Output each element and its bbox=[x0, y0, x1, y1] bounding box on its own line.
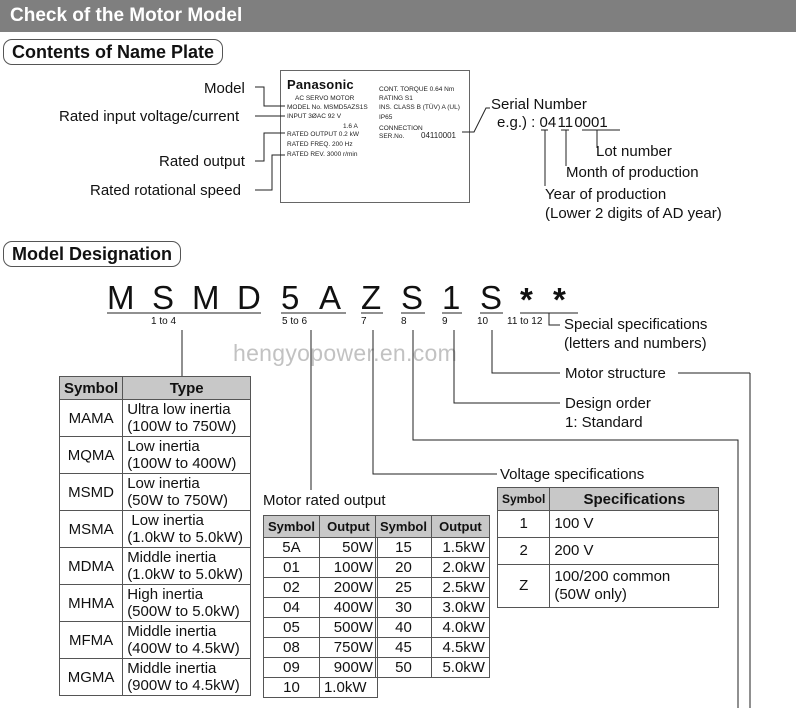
year-label: Year of production bbox=[545, 186, 667, 203]
plate-ip: IP65 bbox=[379, 114, 393, 121]
table-row bbox=[60, 474, 251, 511]
position-label-10: 10 bbox=[477, 316, 489, 327]
column-header-symbol: Symbol bbox=[376, 516, 432, 538]
column-header-symbol: Symbol bbox=[498, 488, 550, 511]
output-value: 1.5kW bbox=[431, 538, 489, 558]
output-table-left bbox=[263, 515, 378, 698]
section-heading-designation: Model Designation bbox=[3, 241, 181, 267]
output-value: 3.0kW bbox=[431, 598, 489, 618]
type-description: Ultra low inertia (100W to 750W) bbox=[123, 400, 251, 437]
label-rated-output: Rated output bbox=[159, 153, 245, 170]
output-symbol: 01 bbox=[264, 558, 320, 578]
voltage-spec-label: Voltage specifications bbox=[500, 466, 645, 483]
position-label-1-4: 1 to 4 bbox=[151, 316, 177, 327]
type-symbol: MFMA bbox=[60, 622, 123, 659]
output-value: 2.0kW bbox=[431, 558, 489, 578]
table-row bbox=[264, 658, 378, 678]
output-value: 500W bbox=[319, 618, 377, 638]
plate-torque: CONT. TORQUE 0.64 Nm bbox=[379, 86, 455, 93]
table-row bbox=[264, 678, 378, 698]
voltage-spec: 100 V bbox=[550, 511, 719, 538]
table-row bbox=[60, 622, 251, 659]
table-row bbox=[376, 618, 490, 638]
table-row bbox=[498, 538, 719, 565]
output-symbol: 45 bbox=[376, 638, 432, 658]
table-row bbox=[264, 538, 378, 558]
output-symbol: 02 bbox=[264, 578, 320, 598]
type-description: Low inertia (1.0kW to 5.0kW) bbox=[123, 511, 251, 548]
model-char-8: S bbox=[401, 279, 424, 316]
output-symbol: 5A bbox=[264, 538, 320, 558]
voltage-symbol: 2 bbox=[498, 538, 550, 565]
table-row bbox=[264, 598, 378, 618]
output-value: 100W bbox=[319, 558, 377, 578]
type-description: Middle inertia (400W to 4.5kW) bbox=[123, 622, 251, 659]
output-value: 750W bbox=[319, 638, 377, 658]
model-char-9: 1 bbox=[442, 279, 461, 316]
position-label-8: 8 bbox=[401, 316, 407, 327]
plate-rating: RATING S1 bbox=[379, 95, 413, 102]
output-value: 200W bbox=[319, 578, 377, 598]
output-value: 5.0kW bbox=[431, 658, 489, 678]
plate-ser-label: SER.No. bbox=[379, 133, 405, 140]
type-table bbox=[59, 376, 251, 696]
output-value: 2.5kW bbox=[431, 578, 489, 598]
output-symbol: 30 bbox=[376, 598, 432, 618]
position-label-7: 7 bbox=[361, 316, 367, 327]
model-char-11: * bbox=[520, 281, 533, 318]
plate-subtitle: AC SERVO MOTOR bbox=[295, 95, 355, 102]
rated-output-label: Motor rated output bbox=[263, 492, 386, 509]
plate-output: RATED OUTPUT 0.2 kW bbox=[287, 131, 359, 138]
output-symbol: 20 bbox=[376, 558, 432, 578]
model-char-4: D bbox=[237, 279, 261, 316]
output-value: 4.0kW bbox=[431, 618, 489, 638]
plate-ins-class: INS. CLASS B (TÜV) A (UL) bbox=[379, 104, 460, 111]
table-row bbox=[60, 585, 251, 622]
table-row bbox=[498, 511, 719, 538]
output-symbol: 04 bbox=[264, 598, 320, 618]
model-char-1: M bbox=[107, 279, 135, 316]
model-char-5: 5 bbox=[281, 279, 300, 316]
type-description: Middle inertia (1.0kW to 5.0kW) bbox=[123, 548, 251, 585]
type-description: Middle inertia (900W to 4.5kW) bbox=[123, 659, 251, 696]
position-label-5-6: 5 to 6 bbox=[282, 316, 308, 327]
model-char-3: M bbox=[192, 279, 220, 316]
output-symbol: 15 bbox=[376, 538, 432, 558]
table-row bbox=[376, 558, 490, 578]
output-symbol: 09 bbox=[264, 658, 320, 678]
table-row bbox=[60, 659, 251, 696]
type-description: High inertia (500W to 5.0kW) bbox=[123, 585, 251, 622]
plate-current: 1.6 A bbox=[343, 123, 358, 130]
page-title: Check of the Motor Model bbox=[0, 0, 796, 32]
model-char-10: S bbox=[480, 279, 503, 316]
plate-connection: CONNECTION bbox=[379, 125, 423, 132]
type-description: Low inertia (100W to 400W) bbox=[123, 437, 251, 474]
output-value: 900W bbox=[319, 658, 377, 678]
special-spec-note: (letters and numbers) bbox=[564, 335, 707, 352]
model-char-2: S bbox=[152, 279, 175, 316]
serial-month-digits: 11 bbox=[557, 114, 574, 131]
label-rated-speed: Rated rotational speed bbox=[90, 182, 241, 199]
voltage-spec: 100/200 common (50W only) bbox=[550, 565, 719, 608]
table-row bbox=[376, 658, 490, 678]
table-row bbox=[60, 437, 251, 474]
year-note: (Lower 2 digits of AD year) bbox=[545, 205, 722, 222]
model-char-12: * bbox=[553, 281, 566, 318]
output-symbol: 40 bbox=[376, 618, 432, 638]
serial-number-label: Serial Number bbox=[491, 96, 587, 113]
serial-example-prefix: e.g.) : bbox=[497, 114, 540, 131]
output-symbol: 25 bbox=[376, 578, 432, 598]
plate-input: INPUT 3ØAC 92 V bbox=[287, 113, 342, 120]
table-row bbox=[264, 638, 378, 658]
table-row bbox=[264, 618, 378, 638]
plate-freq: RATED FREQ. 200 Hz bbox=[287, 141, 353, 148]
output-symbol: 10 bbox=[264, 678, 320, 698]
table-header-row bbox=[264, 516, 378, 538]
plate-rev: RATED REV. 3000 r/min bbox=[287, 151, 358, 158]
design-order-label: Design order bbox=[565, 395, 651, 412]
plate-model: MODEL No. MSMD5AZS1S bbox=[287, 104, 368, 111]
output-value: 4.5kW bbox=[431, 638, 489, 658]
voltage-table bbox=[497, 487, 719, 608]
label-model: Model bbox=[204, 80, 245, 97]
column-header-type: Type bbox=[123, 377, 251, 400]
serial-year-digits: 04 bbox=[539, 114, 557, 131]
voltage-symbol: 1 bbox=[498, 511, 550, 538]
table-row bbox=[498, 565, 719, 608]
table-row bbox=[60, 548, 251, 585]
type-symbol: MHMA bbox=[60, 585, 123, 622]
motor-structure-label: Motor structure bbox=[565, 365, 666, 382]
type-symbol: MGMA bbox=[60, 659, 123, 696]
voltage-spec: 200 V bbox=[550, 538, 719, 565]
table-header-row bbox=[376, 516, 490, 538]
type-symbol: MQMA bbox=[60, 437, 123, 474]
output-symbol: 50 bbox=[376, 658, 432, 678]
table-row bbox=[60, 511, 251, 548]
table-header-row bbox=[60, 377, 251, 400]
month-label: Month of production bbox=[566, 164, 699, 181]
type-symbol: MSMD bbox=[60, 474, 123, 511]
special-spec-label: Special specifications bbox=[564, 316, 708, 333]
position-label-11-12: 11 to 12 bbox=[507, 316, 543, 327]
column-header-symbol: Symbol bbox=[264, 516, 320, 538]
position-label-9: 9 bbox=[442, 316, 448, 327]
type-symbol: MSMA bbox=[60, 511, 123, 548]
table-header-row bbox=[498, 488, 719, 511]
label-rated-input: Rated input voltage/current bbox=[59, 108, 240, 125]
column-header-symbol: Symbol bbox=[60, 377, 123, 400]
table-row bbox=[376, 638, 490, 658]
table-row bbox=[264, 578, 378, 598]
output-value: 1.0kW bbox=[319, 678, 377, 698]
design-order-value: 1: Standard bbox=[565, 414, 643, 431]
lot-number-label: Lot number bbox=[596, 143, 672, 160]
serial-lot-digits: 0001 bbox=[574, 114, 608, 131]
output-symbol: 08 bbox=[264, 638, 320, 658]
type-symbol: MDMA bbox=[60, 548, 123, 585]
table-row bbox=[376, 578, 490, 598]
watermark: hengyopower.en.com bbox=[233, 340, 458, 366]
type-symbol: MAMA bbox=[60, 400, 123, 437]
table-row bbox=[376, 598, 490, 618]
column-header-output: Output bbox=[431, 516, 489, 538]
table-row bbox=[60, 400, 251, 437]
type-description: Low inertia (50W to 750W) bbox=[123, 474, 251, 511]
panasonic-logo: Panasonic bbox=[287, 77, 354, 92]
plate-ser-value: 04110001 bbox=[421, 131, 456, 140]
section-heading-nameplate: Contents of Name Plate bbox=[3, 39, 223, 65]
output-value: 400W bbox=[319, 598, 377, 618]
column-header-output: Output bbox=[319, 516, 377, 538]
output-table-right bbox=[375, 515, 490, 678]
voltage-symbol: Z bbox=[498, 565, 550, 608]
table-row bbox=[264, 558, 378, 578]
model-char-7: Z bbox=[361, 279, 382, 316]
output-value: 50W bbox=[319, 538, 377, 558]
table-row bbox=[376, 538, 490, 558]
output-symbol: 05 bbox=[264, 618, 320, 638]
column-header-specifications: Specifications bbox=[550, 488, 719, 511]
model-char-6: A bbox=[319, 279, 342, 316]
